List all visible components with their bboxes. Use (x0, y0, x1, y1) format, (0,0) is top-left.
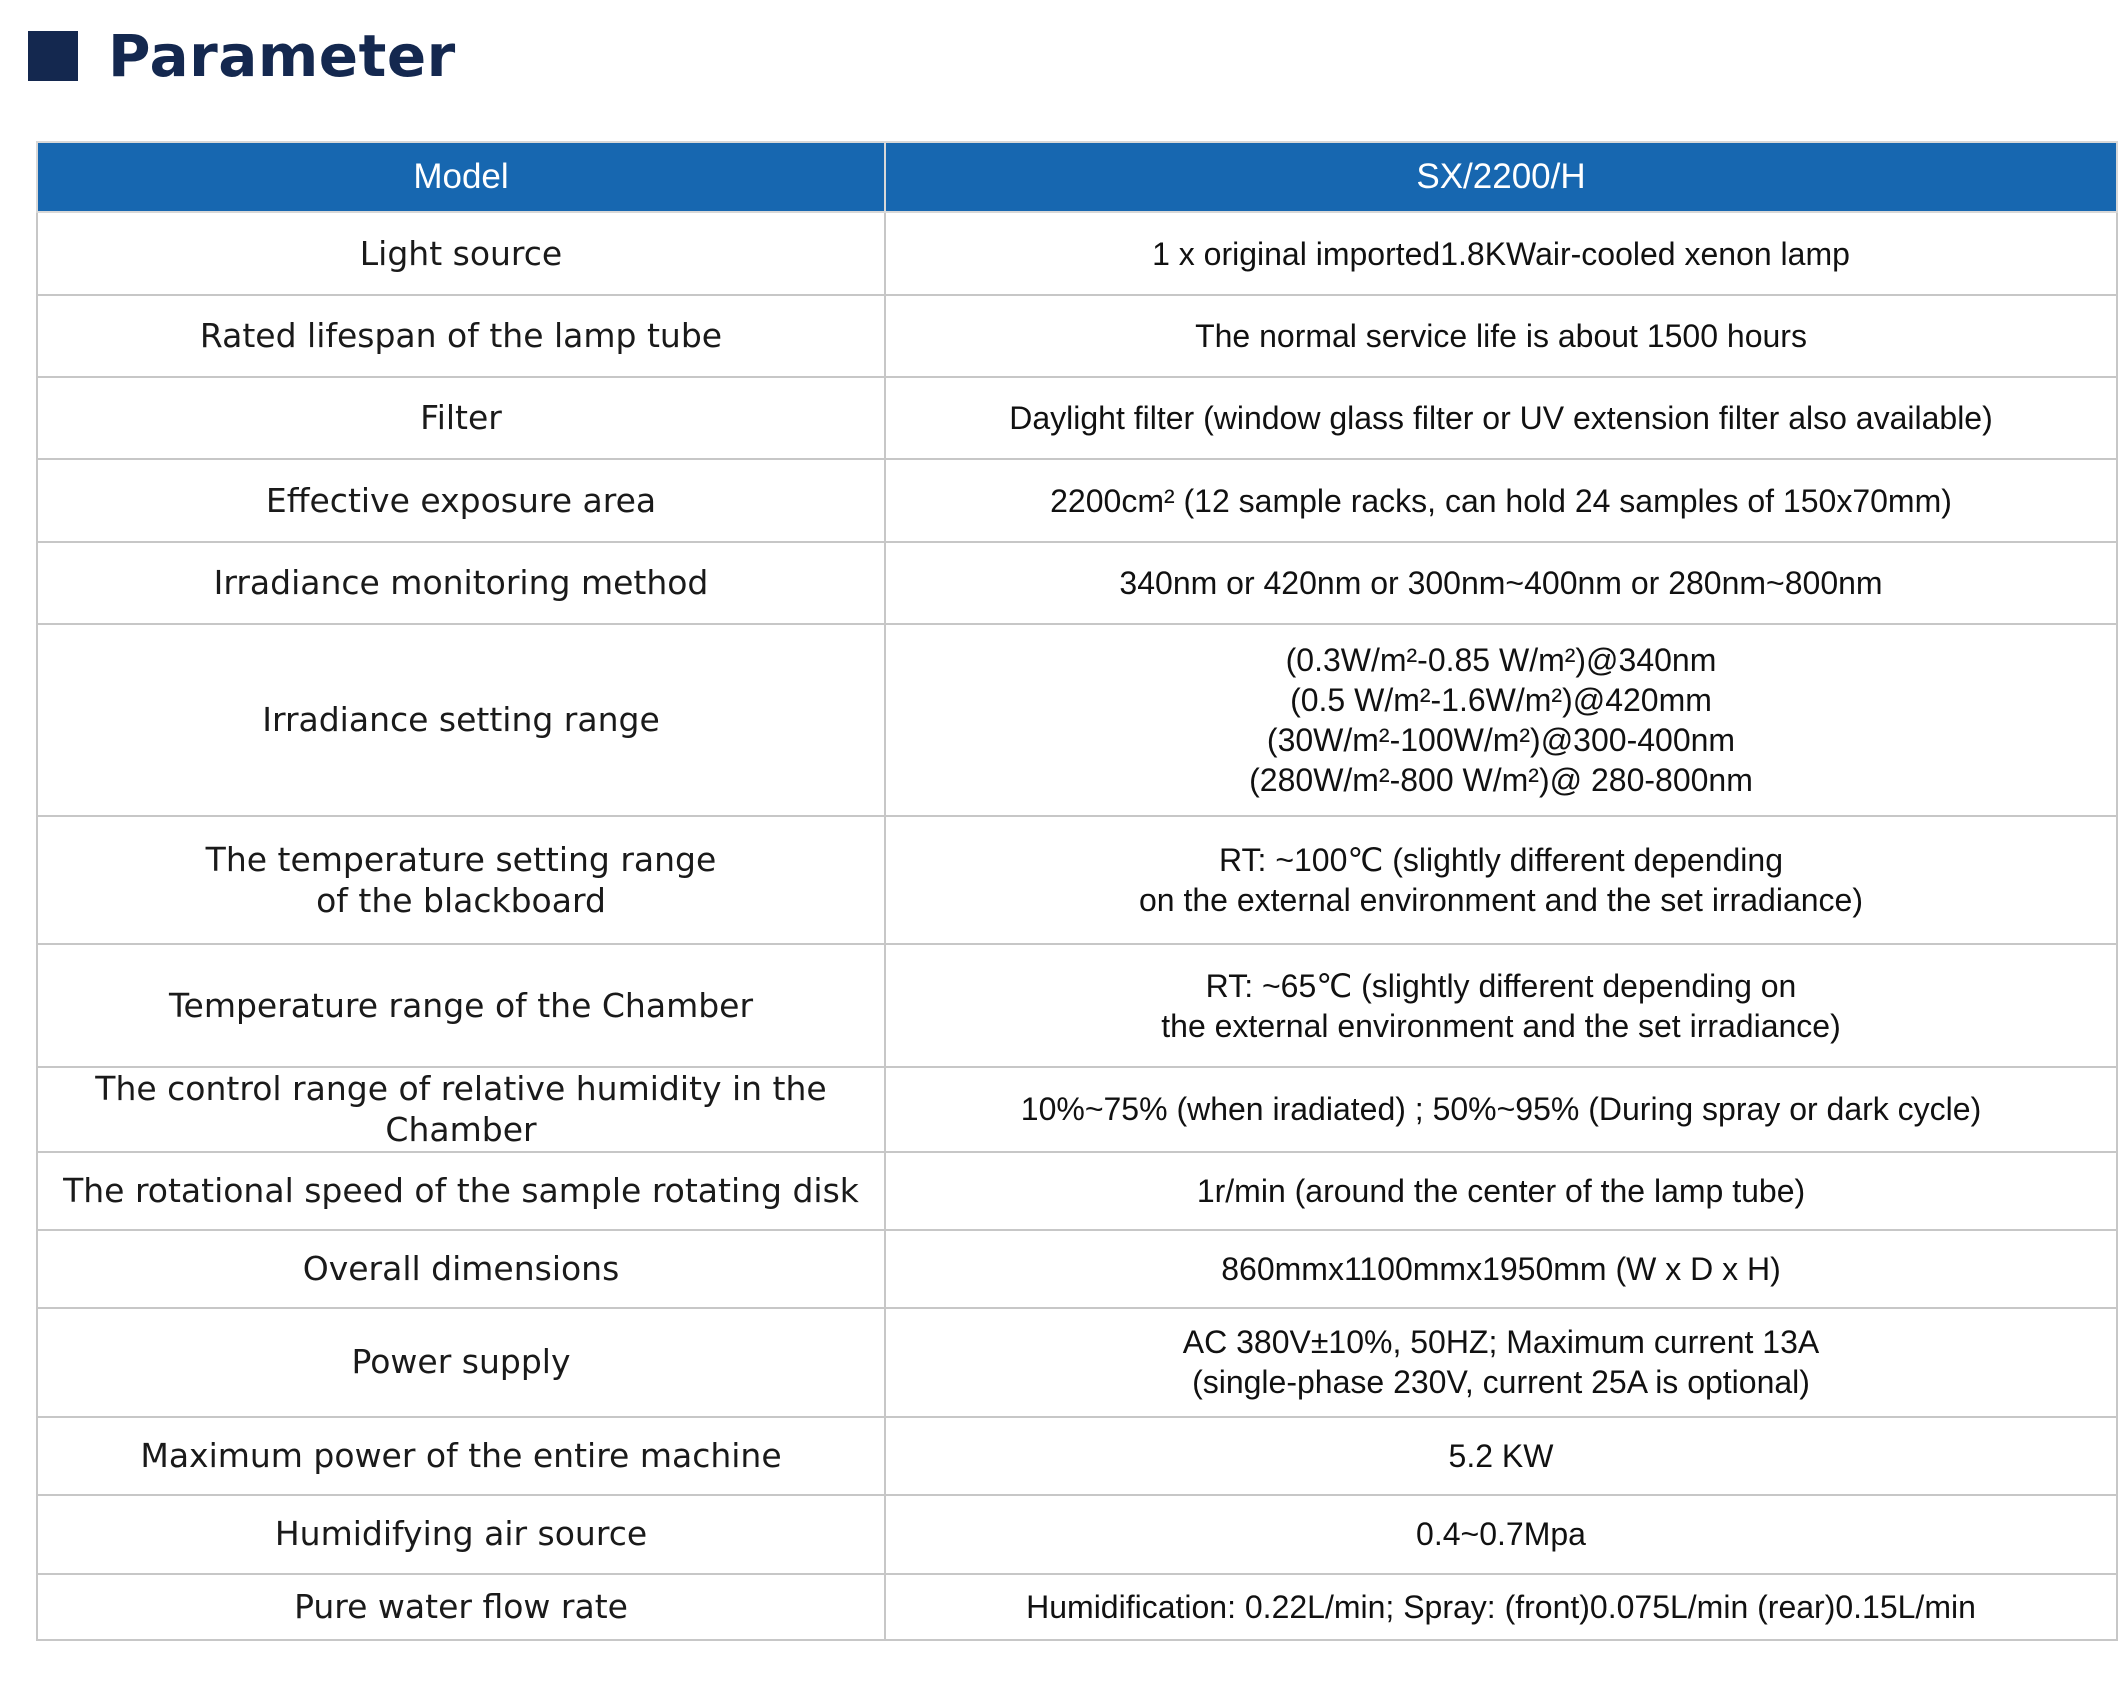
table-row (37, 1417, 2117, 1495)
table-row (37, 1152, 2117, 1230)
parameter-label-cell (37, 1152, 885, 1230)
header-label-cell: Model (37, 142, 885, 212)
parameter-value: (0.5 W/m²-1.6W/m²)@420mm (1290, 682, 1712, 718)
parameter-value: AC 380V±10%, 50HZ; Maximum current 13A (1182, 1324, 1820, 1360)
parameter-value-cell (885, 542, 2117, 624)
parameter-label: Overall dimensions (302, 1248, 620, 1288)
table-row (37, 1230, 2117, 1308)
parameter-value-cell (885, 1417, 2117, 1495)
parameter-value: 5.2 KW (1448, 1437, 1554, 1474)
title-square-icon (28, 31, 78, 81)
parameter-value: Daylight filter (window glass filter or UV extension filter also available) (1009, 400, 1993, 436)
parameter-value-cell (885, 944, 2117, 1067)
parameter-label-cell (37, 1067, 885, 1152)
parameter-label-cell (37, 1308, 885, 1417)
parameter-value: (0.3W/m²-0.85 W/m²)@340nm (1285, 642, 1717, 678)
parameter-value: Humidification: 0.22L/min; Spray: (front)0.075L/min (rear)0.15L/min (1026, 1588, 1976, 1625)
parameter-label: Effective exposure area (265, 480, 657, 520)
parameter-label-cell (37, 944, 885, 1067)
table-row (37, 459, 2117, 542)
parameter-value: (30W/m²-100W/m²)@300-400nm (1266, 722, 1736, 758)
parameter-value-cell (885, 459, 2117, 542)
table-row (37, 1495, 2117, 1574)
parameter-table (36, 141, 2118, 1641)
parameter-label-cell (37, 295, 885, 377)
parameter-value: 1r/min (around the center of the lamp tube) (1196, 1172, 1806, 1209)
parameter-label-cell (37, 624, 885, 816)
parameter-value: (single-phase 230V, current 25A is optional) (1192, 1364, 1810, 1400)
parameter-value: 340nm or 420nm or 300nm~400nm or 280nm~800nm (1119, 565, 1883, 601)
parameter-label: The temperature setting range (205, 839, 717, 879)
parameter-label: Irradiance setting range (262, 700, 660, 740)
table-header-row (37, 142, 2117, 212)
parameter-value-cell (885, 1067, 2117, 1152)
parameter-label: Rated lifespan of the lamp tube (199, 316, 723, 356)
parameter-value-cell (885, 1308, 2117, 1417)
table-row (37, 542, 2117, 624)
parameter-label: Irradiance monitoring method (213, 563, 709, 603)
page-header (28, 18, 456, 94)
parameter-label: of the blackboard (316, 881, 606, 920)
parameter-label-cell (37, 377, 885, 459)
parameter-value-cell (885, 1574, 2117, 1640)
parameter-value: 0.4~0.7Mpa (1416, 1516, 1586, 1552)
parameter-label-cell (37, 212, 885, 295)
parameter-value-cell (885, 1152, 2117, 1230)
table-row (37, 212, 2117, 295)
table-body (37, 212, 2117, 1640)
parameter-label: Light source (359, 233, 563, 273)
parameter-value-cell (885, 212, 2117, 295)
parameter-label: Maximum power of the entire machine (140, 1435, 782, 1475)
parameter-value-cell (885, 624, 2117, 816)
parameter-value-cell (885, 377, 2117, 459)
table-row (37, 1067, 2117, 1152)
parameter-value: RT: ~100℃ (slightly different depending (1219, 842, 1783, 878)
table-row (37, 944, 2117, 1067)
parameter-value: 2200cm² (12 sample racks, can hold 24 samples of 150x70mm) (1050, 482, 1952, 519)
table-row (37, 816, 2117, 944)
parameter-label: The rotational speed of the sample rotating disk (63, 1170, 859, 1210)
parameter-label-cell (37, 542, 885, 624)
parameter-label: Filter (420, 398, 502, 438)
parameter-label-cell (37, 1230, 885, 1308)
table-row (37, 1308, 2117, 1417)
parameter-label: The control range of relative humidity in the Chamber (95, 1069, 827, 1150)
parameter-value: RT: ~65℃ (slightly different depending on (1205, 967, 1797, 1004)
parameter-label: Humidifying air source (274, 1514, 648, 1554)
parameter-value: 1 x original imported1.8KWair-cooled xenon lamp (1152, 235, 1850, 272)
parameter-value: 10%~75% (when iradiated) ; 50%~95% (During spray or dark cycle) (1020, 1091, 1982, 1128)
parameter-value-cell (885, 816, 2117, 944)
parameter-label: Temperature range of the Chamber (168, 985, 754, 1025)
parameter-label-cell (37, 816, 885, 944)
parameter-value: the external environment and the set irradiance) (1161, 1007, 1841, 1044)
parameter-value: on the external environment and the set irradiance) (1139, 882, 1863, 918)
parameter-value-cell (885, 295, 2117, 377)
table-row (37, 1574, 2117, 1640)
parameter-label: Power supply (351, 1342, 571, 1382)
parameter-value: (280W/m²-800 W/m²)@ 280-800nm (1249, 762, 1753, 798)
table-row (37, 295, 2117, 377)
parameter-value: 860mmx1100mmx1950mm (W x D x H) (1221, 1250, 1781, 1287)
header-value-cell: SX/2200/H (885, 142, 2117, 212)
parameter-label: Pure water flow rate (294, 1586, 628, 1626)
parameter-label-cell (37, 1574, 885, 1640)
parameter-value-cell (885, 1230, 2117, 1308)
parameter-label-cell (37, 1417, 885, 1495)
parameter-label-cell (37, 1495, 885, 1574)
parameter-value-cell (885, 1495, 2117, 1574)
page-title: Parameter (108, 22, 456, 90)
table-row (37, 624, 2117, 816)
parameter-label-cell (37, 459, 885, 542)
table-row (37, 377, 2117, 459)
parameter-value: The normal service life is about 1500 hours (1195, 318, 1807, 354)
